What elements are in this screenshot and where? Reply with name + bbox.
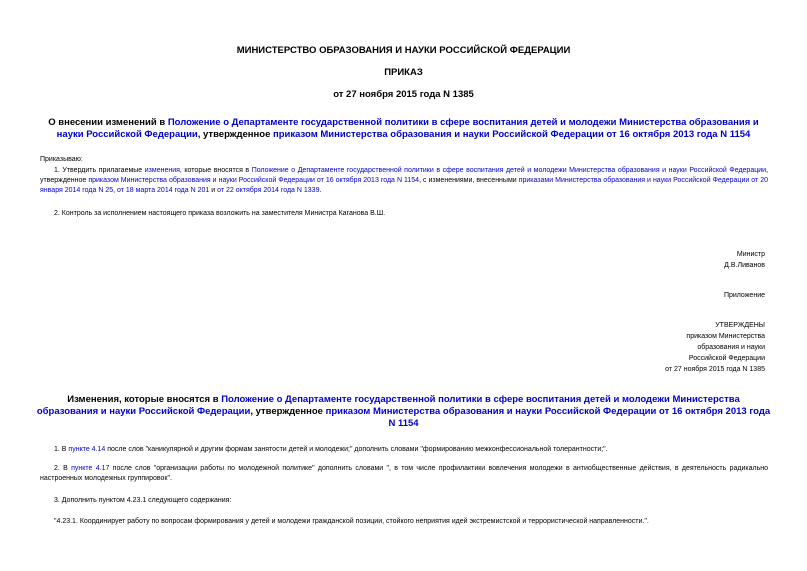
item-2-text-b: после слов "организации работы по молодежной политике" дополнить словами ", в том числе профилактики вовлечения молодежи в антиобщественные действия, в деятельность радикально настроенных молодежных группировок". [40,465,768,482]
item-1-text-a: 1. В [54,446,69,453]
changes-title-prefix: Изменения, которые вносятся в [67,394,222,405]
p1-text-b: , которые вносятся в [179,167,252,174]
approved-ministry-line-2: Российской Федерации [688,355,765,362]
order-25-link[interactable]: приказами Министерства образования и науки Российской Федерации от 20 января 2014 года N 25 [40,177,768,194]
p1-text-g: . [319,187,322,194]
ministry-heading: МИНИСТЕРСТВО ОБРАЗОВАНИЯ И НАУКИ РОССИЙСКОЙ ФЕДЕРАЦИИ [236,45,571,56]
regulation-link[interactable]: Положение о Департаменте государственной политики в сфере воспитания детей и молодежи Министерства образования и науки Российской Федерации [56,117,759,140]
approved-by-order: приказом Министерства [686,333,765,340]
order-201-link[interactable]: от 18 марта 2014 года N 201 [117,187,210,194]
approved-label: УТВЕРЖДЕНЫ [715,322,765,329]
changes-link[interactable]: изменения [144,167,180,174]
change-item-1 [54,445,608,455]
signature-name: Д.В.Ливанов [724,262,765,269]
item-1-text-b: после слов "каникулярной и другим формам занятости детей и молодежи;" дополнить словами "формированию межконфессиональной толерантности;". [105,446,608,453]
signature-position: Министр [736,251,765,258]
title-prefix: О внесении изменений в [48,117,168,128]
regulation-link-2[interactable]: Положение о Департаменте государственной политики в сфере воспитания детей и молодежи Министерства образования и науки Российской Федерации [251,167,767,174]
change-item-2 [40,464,768,484]
order-intro: Приказываю: [40,156,83,163]
title-mid: , утвержденное [197,129,274,140]
document-type: ПРИКАЗ [384,67,423,78]
appendix-label: Приложение [723,292,765,299]
approved-date: от 27 ноября 2015 года N 1385 [665,366,765,373]
p1-text-f: и [209,187,218,194]
order-1339-link[interactable]: от 22 октября 2014 года N 1339 [217,187,320,194]
order-title [36,117,771,141]
change-item-3: 3. Дополнить пунктом 4.23.1 следующего содержания: [54,497,232,504]
order-1154-link[interactable]: приказом Министерства образования и науки Российской Федерации от 16 октября 2013 года N 1154 [273,129,751,140]
changes-regulation-link[interactable]: Положение о Департаменте государственной политики в сфере воспитания детей и молодежи Министерства образования и науки Российской Федерации [36,394,740,417]
order-1154-link-2[interactable]: приказом Министерства образования и науки Российской Федерации от 16 октября 2013 года N 1154 [88,177,420,184]
order-paragraph-1 [40,166,768,196]
item-4-14-link[interactable]: пункте 4.14 [68,446,106,453]
p1-text-d: , с изменениями, внесенными [419,177,519,184]
p1-text-a: 1. Утвердить прилагаемые [54,167,145,174]
item-4-17-link[interactable]: пункте 4.17 [71,465,110,472]
p1-text-e: , [113,187,117,194]
changes-title [36,394,771,430]
order-date: от 27 ноября 2015 года N 1385 [333,89,474,100]
change-item-4-quote: "4.23.1. Координирует работу по вопросам формирования у детей и молодежи гражданской позиции, стойкого неприятия идей экстремистской и террористической направленности.". [54,518,649,525]
item-2-text-a: 2. В [54,465,72,472]
changes-title-mid: , утвержденное [250,406,326,417]
changes-order-1154-link[interactable]: приказом Министерства образования и науки Российской Федерации от 16 октября 2013 года N 1154 [325,406,771,429]
p1-text-c: , утвержденное [40,167,769,184]
approved-ministry-line-1: образования и науки [697,344,765,351]
order-paragraph-2: 2. Контроль за исполнением настоящего приказа возложить на заместителя Министра Каганова В.Ш. [54,210,386,217]
